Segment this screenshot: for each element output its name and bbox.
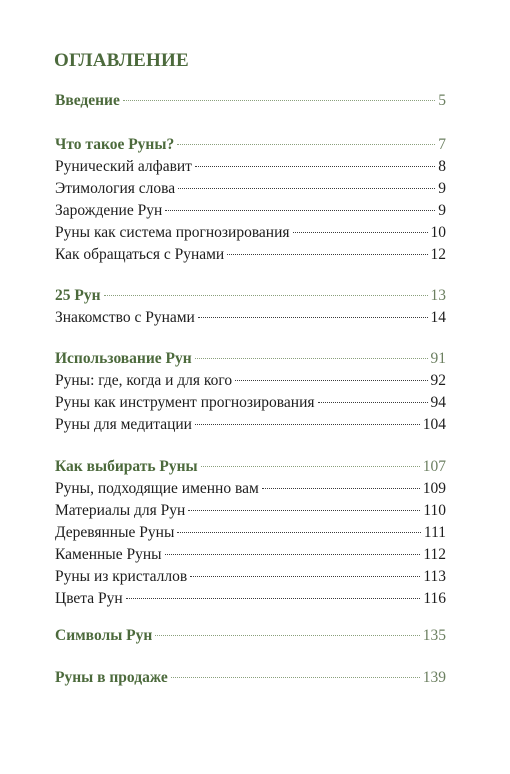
entry-page: 107: [422, 458, 446, 475]
dot-leader: [293, 232, 428, 233]
entry-page: 12: [430, 246, 446, 263]
dot-leader: [198, 317, 428, 318]
entry-label: Деревянные Руны: [55, 524, 175, 541]
entry-label: Цвета Рун: [55, 590, 123, 607]
entry-label: Зарождение Рун: [55, 202, 163, 219]
entry-page: 14: [430, 309, 446, 326]
dot-leader: [195, 358, 428, 359]
toc-entry[interactable]: [55, 245, 446, 265]
toc-entry[interactable]: [55, 567, 446, 587]
dot-leader: [227, 254, 427, 255]
dot-leader: [155, 635, 419, 636]
entry-label: Этимология слова: [55, 180, 176, 197]
dot-leader: [195, 424, 420, 425]
toc-section-entry[interactable]: [55, 349, 446, 369]
dot-leader: [104, 295, 428, 296]
entry-label: Введение: [55, 92, 120, 109]
entry-page: 10: [430, 224, 446, 241]
entry-page: 91: [430, 350, 446, 367]
toc-title: ОГЛАВЛЕНИЕ: [54, 50, 189, 71]
toc-entry[interactable]: [55, 223, 446, 243]
entry-page: 113: [423, 568, 446, 585]
entry-label: Руны, подходящие именно вам: [55, 480, 259, 497]
dot-leader: [190, 576, 420, 577]
entry-page: 92: [430, 372, 446, 389]
dot-leader: [318, 402, 428, 403]
toc-entry[interactable]: [55, 501, 446, 521]
entry-label: Руны: где, когда и для кого: [55, 372, 233, 389]
toc-entry[interactable]: [55, 589, 446, 609]
dot-leader: [177, 532, 421, 533]
entry-page: 9: [438, 180, 446, 197]
entry-page: 104: [422, 416, 446, 433]
entry-page: 9: [438, 202, 446, 219]
entry-label: Руны в продаже: [55, 669, 168, 686]
entry-page: 116: [423, 590, 446, 607]
entry-label: Материалы для Рун: [55, 502, 186, 519]
entry-label: Каменные Руны: [55, 546, 162, 563]
toc-section-entry[interactable]: [55, 135, 446, 155]
entry-page: 135: [422, 627, 446, 644]
dot-leader: [171, 677, 420, 678]
toc-entry[interactable]: [55, 308, 446, 328]
dot-leader: [165, 210, 435, 211]
toc-entry[interactable]: [55, 201, 446, 221]
dot-leader: [178, 188, 435, 189]
entry-label: Как обращаться с Рунами: [55, 246, 225, 263]
toc-section-entry[interactable]: [55, 91, 446, 111]
entry-label: Руны для медитации: [55, 416, 192, 433]
toc-entry[interactable]: [55, 179, 446, 199]
toc-section-entry[interactable]: [55, 626, 446, 646]
entry-label: Использование Рун: [55, 350, 192, 367]
entry-page: 5: [438, 92, 446, 109]
dot-leader: [123, 100, 435, 101]
dot-leader: [126, 598, 421, 599]
toc-entry[interactable]: [55, 415, 446, 435]
entry-label: Руны как инструмент прогнозирования: [55, 394, 315, 411]
entry-page: 8: [438, 158, 446, 175]
entry-page: 139: [422, 669, 446, 686]
toc-section-entry[interactable]: [55, 286, 446, 306]
toc-section-entry[interactable]: [55, 668, 446, 688]
dot-leader: [262, 488, 420, 489]
toc-entry[interactable]: [55, 157, 446, 177]
dot-leader: [195, 166, 435, 167]
entry-page: 112: [423, 546, 446, 563]
entry-label: Рунический алфавит: [55, 158, 192, 175]
toc-entry[interactable]: [55, 393, 446, 413]
toc-entry[interactable]: [55, 545, 446, 565]
entry-page: 7: [438, 136, 446, 153]
dot-leader: [201, 466, 420, 467]
toc-section-entry[interactable]: [55, 457, 446, 477]
dot-leader: [165, 554, 421, 555]
toc-entry[interactable]: [55, 479, 446, 499]
dot-leader: [235, 380, 427, 381]
toc-entry[interactable]: [55, 523, 446, 543]
entry-page: 110: [423, 502, 446, 519]
entry-page: 94: [430, 394, 446, 411]
entry-label: Руны как система прогнозирования: [55, 224, 290, 241]
entry-label: Руны из кристаллов: [55, 568, 188, 585]
entry-label: Знакомство с Рунами: [55, 309, 195, 326]
toc-entry[interactable]: [55, 371, 446, 391]
entry-page: 111: [423, 524, 446, 541]
entry-label: Что такое Руны?: [55, 136, 175, 153]
dot-leader: [177, 144, 435, 145]
entry-label: Как выбирать Руны: [55, 458, 198, 475]
dot-leader: [188, 510, 420, 511]
entry-label: 25 Рун: [55, 287, 101, 304]
entry-label: Символы Рун: [55, 627, 153, 644]
entry-page: 13: [430, 287, 446, 304]
entry-page: 109: [422, 480, 446, 497]
